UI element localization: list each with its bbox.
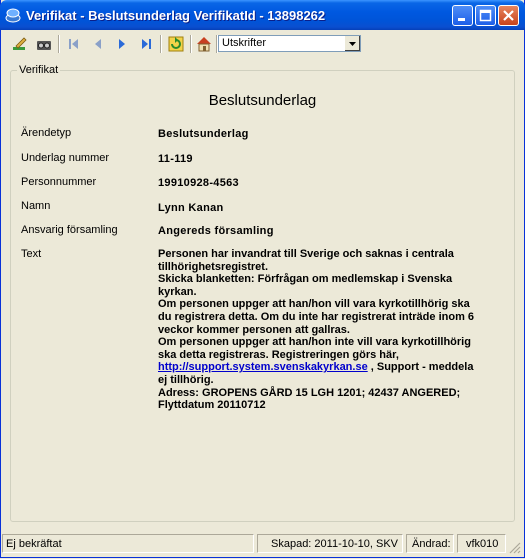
- next-record-icon[interactable]: [112, 34, 132, 54]
- last-record-icon[interactable]: [136, 34, 156, 54]
- maximize-button[interactable]: [475, 5, 496, 26]
- title-bar[interactable]: [0, 0, 525, 30]
- text-line: ska detta registreras. Registreringen görs här,: [158, 348, 399, 361]
- label-underlag-nummer: Underlag nummer: [21, 152, 110, 164]
- print-dropdown-value: Utskrifter: [222, 37, 266, 49]
- label-text: Text: [21, 248, 42, 260]
- chevron-down-icon[interactable]: [344, 36, 360, 51]
- status-confirmed: Ej bekräftat: [6, 538, 62, 550]
- status-created: Skapad: 2011-10-10, SKV: [271, 538, 398, 550]
- home-icon[interactable]: [194, 34, 214, 54]
- text-line: Skicka blanketten: Förfrågan om medlemskap i Svenska: [158, 273, 453, 286]
- text-line: Flyttdatum 20110712: [158, 399, 266, 412]
- text-line: Om personen uppger att han/hon vill vara kyrkotillhörig ska: [158, 298, 470, 311]
- value-underlag-nummer: 11-119: [158, 153, 193, 165]
- text-line: Personen har invandrat till Sverige och saknas i centrala: [158, 248, 454, 260]
- app-icon: [5, 7, 21, 23]
- print-dropdown[interactable]: [218, 35, 361, 52]
- page-heading: Beslutsunderlag: [208, 92, 317, 109]
- value-personnummer: 19910928-4563: [158, 177, 239, 189]
- text-line: ej tillhörig.: [158, 373, 214, 386]
- status-bar: [2, 534, 522, 555]
- value-ansvarig-forsamling: Angereds församling: [158, 225, 274, 237]
- text-line: [158, 361, 503, 374]
- label-arendetyp: Ärendetyp: [21, 127, 72, 139]
- text-line: veckor kommer personen att gallras.: [158, 323, 350, 336]
- text-line: du registrera detta. Om du inte har registrerat inträde inom 6: [158, 310, 475, 323]
- text-value: [158, 248, 503, 412]
- label-namn: Namn: [21, 200, 51, 212]
- text-line: tillhörighetsregistret.: [158, 260, 269, 273]
- status-changed-label: Ändrad:: [412, 538, 451, 550]
- minimize-button[interactable]: [452, 5, 473, 26]
- previous-record-icon[interactable]: [88, 34, 108, 54]
- value-namn: Lynn Kanan: [158, 202, 224, 214]
- text-line: Adress: GROPENS GÅRD 15 LGH 1201; 42437 ANGERED;: [158, 386, 461, 399]
- text-line: Om personen uppger att han/hon inte vill vara kyrkotillhörig: [158, 336, 471, 349]
- label-ansvarig-forsamling: Ansvarig församling: [21, 224, 118, 236]
- close-button[interactable]: [498, 5, 519, 26]
- text-after-link: , Support - meddela: [367, 361, 474, 374]
- first-record-icon[interactable]: [64, 34, 84, 54]
- camera-icon[interactable]: [34, 34, 54, 54]
- refresh-icon[interactable]: [166, 34, 186, 54]
- status-panel-confirmed: [2, 534, 254, 553]
- text-line: kyrkan.: [158, 285, 197, 298]
- status-panel-created: [257, 534, 403, 553]
- status-panel-user: [457, 534, 506, 553]
- edit-icon[interactable]: [10, 34, 30, 54]
- resize-grip-icon[interactable]: [509, 542, 521, 554]
- status-panel-changed: [406, 534, 454, 553]
- label-personnummer: Personnummer: [21, 176, 97, 188]
- group-label: Verifikat: [19, 64, 59, 76]
- window-title: Verifikat - Beslutsunderlag VerifikatId - 13898262: [26, 8, 326, 23]
- value-arendetyp: Beslutsunderlag: [158, 128, 249, 140]
- support-link[interactable]: http://support.system.svenskakyrkan.se: [158, 361, 368, 374]
- status-user: vfk010: [466, 538, 499, 550]
